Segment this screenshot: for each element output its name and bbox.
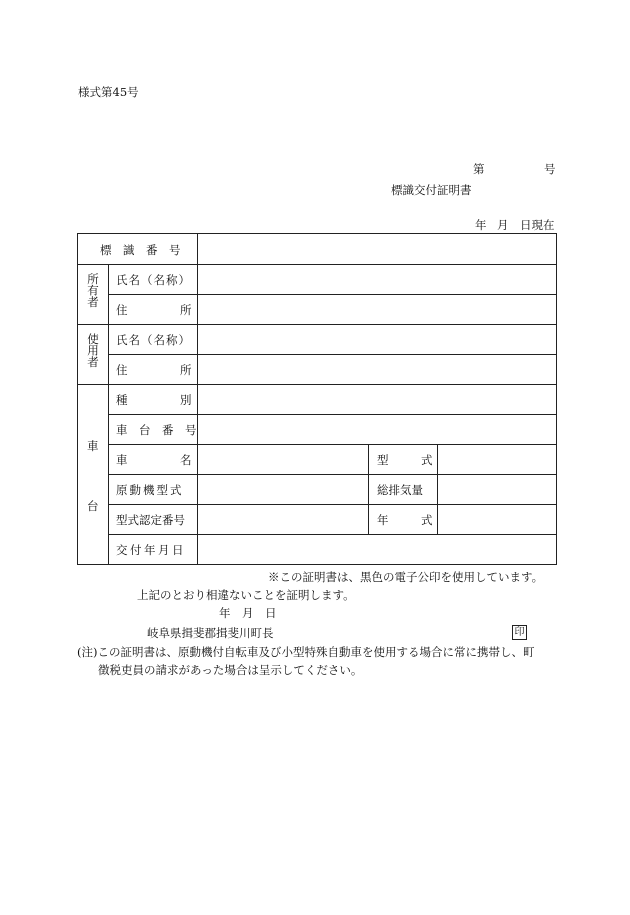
row-divider [78,264,556,265]
user-address-label-b: 所 [180,363,192,377]
document-title: 標識交付証明書 [391,183,472,197]
certification-number-label: 型式認定番号 [116,513,185,527]
row-divider [108,354,556,355]
seal-note: ※この証明書は、黒色の電子公印を使用しています。 [268,570,544,584]
user-address-label-a: 住 [116,363,128,377]
row-divider [108,444,556,445]
engine-model-label: 原動機型式 [116,483,184,497]
mid-column-divider [368,444,369,534]
vehicle-name-label-b: 名 [180,453,192,467]
type-label-b: 別 [180,393,192,407]
user-group-label: 使用者 [86,333,100,368]
vehicle-name-label-a: 車 [116,453,128,467]
model-label-a: 型 [377,453,389,467]
model-label-b: 式 [421,453,433,467]
issuer-name: 岐阜県揖斐郡揖斐川町長 [147,626,274,640]
certificate-table [77,233,557,565]
note-line-2: 徴税吏員の請求があった場合は呈示してください。 [98,663,363,677]
doc-number-prefix: 第 [473,162,485,176]
form-number: 様式第45号 [78,85,139,99]
row-divider [108,534,556,535]
as-of-month: 月 [497,218,509,232]
vehicle-group-label-top: 車 [87,439,99,453]
row-divider [78,384,556,385]
owner-address-label-a: 住 [116,303,128,317]
row-divider [108,474,556,475]
mid-label-divider [437,444,438,534]
row-divider [108,504,556,505]
vehicle-group-label-bottom: 台 [87,499,99,513]
official-seal-stamp: 印 [512,625,527,640]
row-divider [108,294,556,295]
row-divider [78,324,556,325]
user-name-label: 氏名（名称） [116,333,191,347]
model-year-label-b: 式 [421,513,433,527]
chassis-number-label: 車 台 番 号 [116,423,197,437]
model-year-label-a: 年 [377,513,389,527]
group-column-divider [108,264,109,564]
owner-address-label-b: 所 [180,303,192,317]
certify-statement: 上記のとおり相違ないことを証明します。 [137,588,355,602]
owner-group-label: 所有者 [86,273,100,308]
as-of-day: 日現在 [520,218,555,232]
note-line-1: (注)この証明書は、原動機付自転車及び小型特殊自動車を使用する場合に常に携帯し、町 [77,645,535,659]
displacement-label: 総排気量 [377,483,423,497]
doc-number-suffix: 号 [544,162,556,176]
plate-number-label: 標 識 番 号 [100,243,181,257]
row-divider [108,414,556,415]
issue-date-label: 交付年月日 [116,543,186,557]
owner-name-label: 氏名（名称） [116,273,191,287]
type-label-a: 種 [116,393,128,407]
as-of-year: 年 [475,218,487,232]
label-column-divider [197,234,198,564]
certify-date: 年 月 日 [219,606,277,620]
